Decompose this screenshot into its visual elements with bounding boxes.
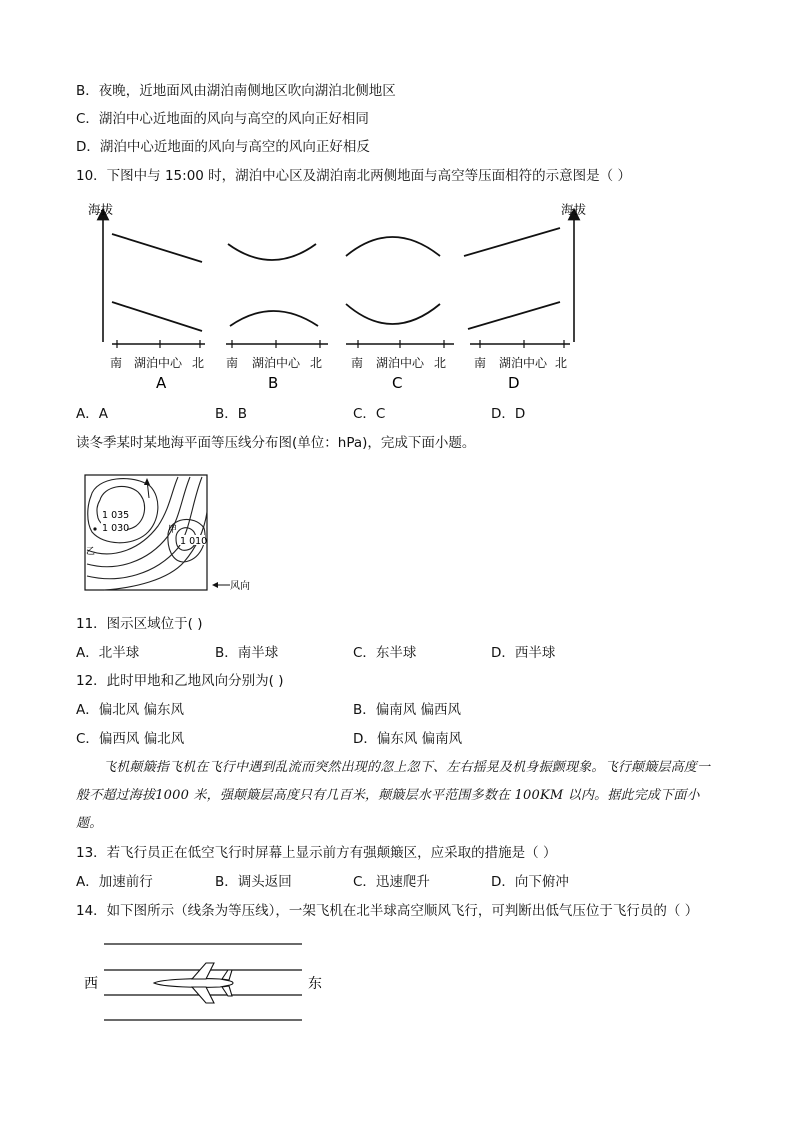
panel-b-letter: B — [268, 374, 279, 392]
wind-legend-label: 风向 — [230, 581, 250, 592]
svg-text:南: 南 — [474, 356, 487, 370]
q11-option-a: A．北半球 — [76, 645, 140, 661]
q11-stem: 11．图示区域位于( ) — [76, 616, 203, 632]
panel-c-letter: C — [392, 374, 403, 392]
panel-c — [346, 237, 454, 392]
right-axis-label: 海拔 — [561, 202, 587, 217]
svg-text:北: 北 — [434, 356, 447, 370]
label-yi: 乙 — [86, 547, 96, 557]
q12-option-a: A．偏北风 偏东风 — [76, 702, 185, 718]
q11-option-b: B．南半球 — [215, 645, 279, 661]
q13-option-d: D．向下俯冲 — [491, 874, 569, 890]
q13-option-a: A．加速前行 — [76, 874, 153, 890]
svg-text:北: 北 — [555, 356, 568, 370]
panel-b — [226, 244, 328, 392]
svg-text:湖泊中心: 湖泊中心 — [134, 356, 183, 370]
q11-option-c: C．东半球 — [353, 645, 417, 661]
q12-option-c: C．偏西风 偏北风 — [76, 731, 185, 747]
q9-option-b: B．夜晚，近地面风由湖泊南侧地区吹向湖泊北侧地区 — [76, 83, 396, 99]
q10-stem: 10．下图中与 15:00 时，湖泊中心区及湖泊南北两侧地面与高空等压面相符的示意图是（ ） — [76, 168, 631, 184]
q13-option-c: C．迅速爬升 — [353, 874, 430, 890]
intro-11-12: 读冬季某时某地海平面等压线分布图(单位：hPa)，完成下面小题。 — [76, 435, 476, 451]
svg-text:北: 北 — [310, 356, 323, 370]
svg-text:湖泊中心: 湖泊中心 — [252, 356, 301, 370]
q12-options-row1 — [76, 701, 716, 719]
turbulence-passage: 飞机颠簸指飞机在飞行中遇到乱流而突然出现的忽上忽下、左右摇晃及机身振颤现象。飞行颠簸层高度一般不超过海拔1000 米，强颠簸层高度只有几百米，颠簸层水平范围多数在 100KM 以内。据此完成下面小题。 — [76, 760, 711, 831]
q14-figure — [80, 932, 340, 1032]
svg-text:北: 北 — [192, 356, 205, 370]
panel-a-letter: A — [156, 374, 167, 392]
airplane-icon — [154, 963, 233, 1003]
isobar-label-1030: 1 030 — [102, 523, 130, 534]
q9-option-d: D．湖泊中心近地面的风向与高空的风向正好相反 — [76, 139, 370, 155]
panel-d-letter: D — [508, 374, 520, 392]
svg-text:湖泊中心: 湖泊中心 — [376, 356, 425, 370]
panel-d — [464, 228, 570, 392]
svg-text:南: 南 — [110, 356, 123, 370]
q13-options — [76, 873, 716, 891]
q12-stem: 12．此时甲地和乙地风向分别为( ) — [76, 673, 284, 689]
isobar-label-1010: 1 010 — [180, 536, 208, 547]
q12-option-b: B．偏南风 偏西风 — [353, 702, 462, 718]
q13-stem: 13．若飞行员正在低空飞行时屏幕上显示前方有强颠簸区，应采取的措施是（ ） — [76, 845, 557, 861]
q10-option-a: A．A — [76, 406, 108, 422]
q14-stem: 14．如下图所示（线条为等压线），一架飞机在北半球高空顺风飞行，可判断出低气压位于飞行员的（ ） — [76, 903, 699, 919]
q10-option-b: B．B — [215, 406, 248, 422]
q10-figure — [70, 196, 610, 396]
q10-option-d: D．D — [491, 406, 526, 422]
west-label: 西 — [84, 976, 98, 992]
q10-options — [76, 405, 716, 423]
svg-text:南: 南 — [226, 356, 239, 370]
q12-option-d: D．偏东风 偏南风 — [353, 731, 463, 747]
q13-option-b: B．调头返回 — [215, 874, 292, 890]
q11-options — [76, 644, 716, 662]
east-label: 东 — [308, 976, 322, 992]
q12-options-row2 — [76, 730, 716, 748]
label-jia: 甲 — [168, 525, 178, 535]
panel-a — [110, 234, 205, 392]
svg-text:南: 南 — [351, 356, 364, 370]
q9-option-c: C．湖泊中心近地面的风向与高空的风向正好相同 — [76, 111, 369, 127]
isobar-map — [82, 472, 257, 597]
q10-option-c: C．C — [353, 406, 386, 422]
q11-option-d: D．西半球 — [491, 645, 556, 661]
isobar-label-1035: 1 035 — [102, 510, 130, 521]
left-axis-label: 海拔 — [88, 202, 114, 217]
svg-text:湖泊中心: 湖泊中心 — [499, 356, 548, 370]
